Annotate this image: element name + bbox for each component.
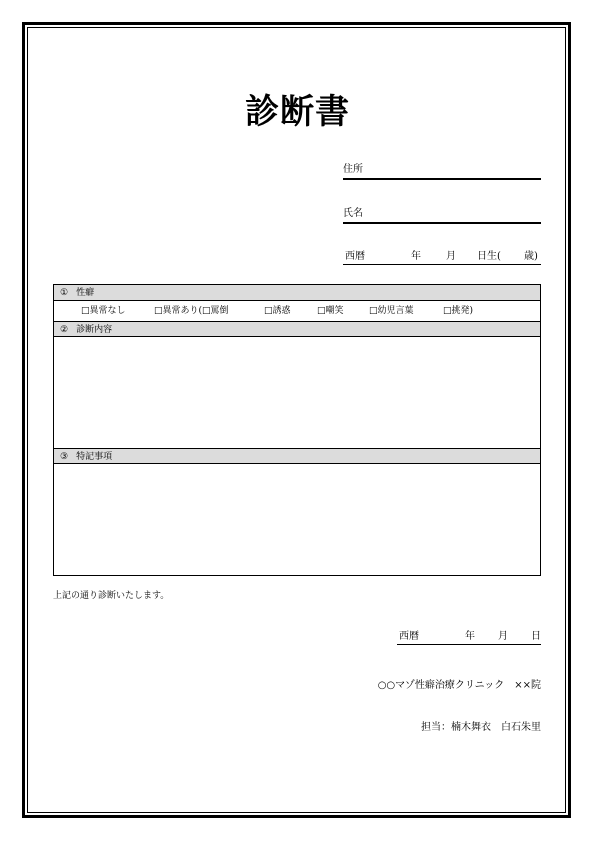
staff-names: 担当：楠木舞衣 白石朱里 <box>421 722 541 733</box>
address-field[interactable] <box>343 164 541 180</box>
section-number: ① <box>60 288 69 298</box>
fetish-options <box>54 302 540 321</box>
issue-year-label: 年 <box>465 631 475 642</box>
section-header-fetish <box>54 285 540 301</box>
section-number: ③ <box>60 452 69 462</box>
birth-day-label: 日生( <box>477 251 501 262</box>
clinic-name: ○○マゾ性癖治療クリニック ××院 <box>377 680 541 691</box>
birth-era-label: 西暦 <box>345 251 365 262</box>
address-label: 住所 <box>343 164 363 175</box>
option-abnormal-checkbox[interactable]: □異常あり(□罵倒 <box>154 306 229 316</box>
birth-month-label: 月 <box>446 251 456 262</box>
option-babytalk-checkbox[interactable]: □幼児言葉 <box>369 306 414 316</box>
section-label: 性癖 <box>76 288 95 298</box>
section-number: ② <box>60 325 69 335</box>
issue-era-label: 西暦 <box>399 631 419 642</box>
section-header-remarks <box>54 448 540 464</box>
birth-age-label: 歳) <box>524 251 538 262</box>
section-label: 特記事項 <box>76 452 113 462</box>
remarks-content-area[interactable] <box>54 466 540 575</box>
issue-month-label: 月 <box>498 631 508 642</box>
birthdate-field[interactable] <box>343 251 541 265</box>
name-field[interactable] <box>343 208 541 224</box>
option-seduction-checkbox[interactable]: □誘惑 <box>264 306 291 316</box>
option-provocation-checkbox[interactable]: □挑発) <box>443 306 474 316</box>
birth-year-label: 年 <box>411 251 421 262</box>
section-header-diagnosis <box>54 321 540 337</box>
document-title: 診断書 <box>245 92 350 132</box>
issue-day-label: 日 <box>531 631 541 642</box>
name-label: 氏名 <box>343 208 363 219</box>
option-normal-checkbox[interactable]: □異常なし <box>81 306 126 316</box>
diagnosis-content-area[interactable] <box>54 339 540 448</box>
diagnosis-table <box>53 284 541 576</box>
option-mockery-checkbox[interactable]: □嘲笑 <box>317 306 344 316</box>
section-label: 診断内容 <box>76 325 113 335</box>
issue-date-field[interactable] <box>397 631 541 645</box>
statement-text: 上記の通り診断いたします。 <box>53 591 170 601</box>
